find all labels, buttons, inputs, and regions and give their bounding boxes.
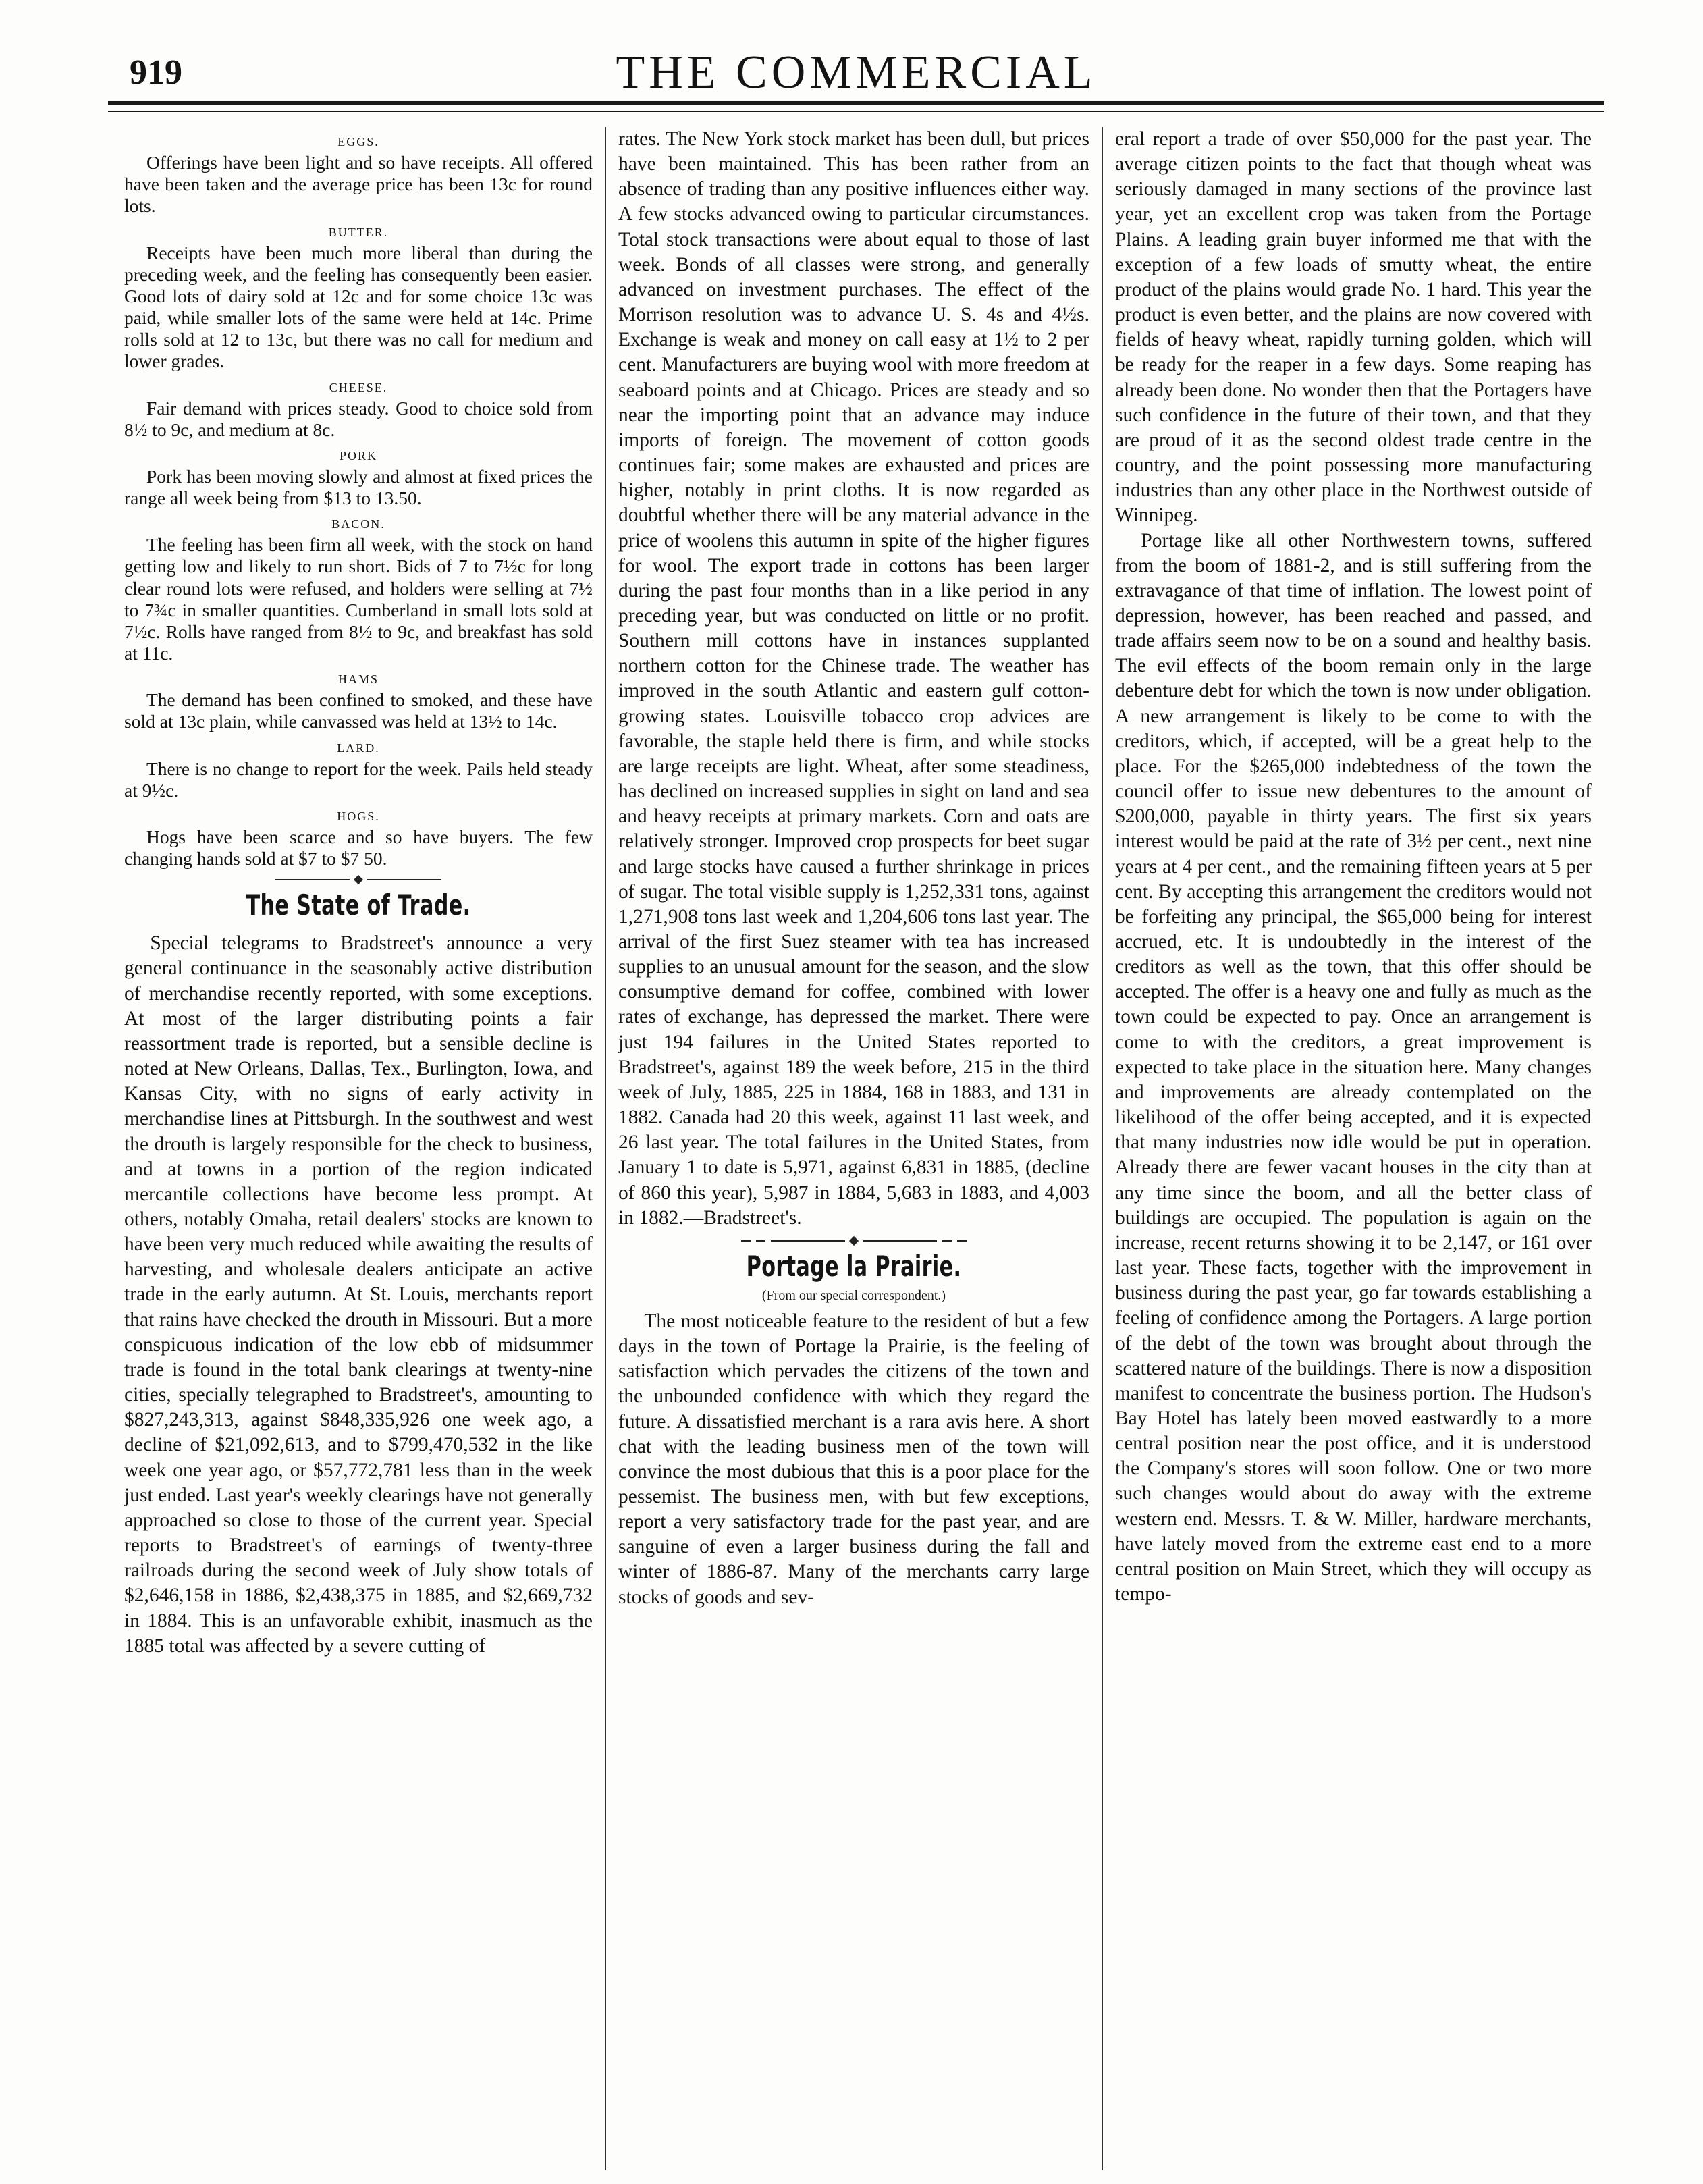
market-heading-eggs: EGGS. xyxy=(337,135,379,149)
column-1 xyxy=(108,127,605,2170)
portage-paragraph-2: Portage like all other Northwestern towns, suffered from the boom of 1881-2, and is still suffering from the extravagance of that time of inflation. The lowest point of depression, however, has been reached and passed, and trade affairs seem now to be on a sound and healthy basis. The evil effects of the boom remain only in the large debenture debt for which the town is now under obligation. A new arrangement is likely to be come to with the creditors, which, if accepted, will be a great help to the place. For the $265,000 indebtedness of the town the council offer to issue new debentures to the amount of $200,000, payable in thirty years. The first six years interest would be paid at the rate of 3½ per cent., next nine years at 4 per cent., and the remaining fifteen years at 5 per cent. By accepting this arrangement the creditors would not be forfeiting any principal, the $65,000 being for interest accrued, etc. It is undoubtedly in the interest of the creditors as well as the town, that this offer should be accepted. The offer is a heavy one and fully as much as the town could be expected to pay. Once an arrangement is come to with the creditors, a great improvement is expected to take place in the situation here. Many changes and improvements are already contemplated on the likelihood of the offer being accepted, and it is expected that many industries now idle would be put in operation. Already there are fewer vacant houses in the city than at any time since the boom, and all the better class of buildings are occupied. The population is again on the increase, recent returns showing it to be 2,147, or 161 over last year. These facts, together with the improvement in business during the past year, go far towards establishing a feeling of confidence among the Portagers. A large portion of the debt of the town was brought about through the scattered nature of the buildings. There is now a disposition manifest to concentrate the business portion. The Hudson's Bay Hotel has lately been moved eastwardly to a more central position near the post office, and it is understood the Company's stores will soon follow. One or two more such changes would about do away with the extreme western end. Messrs. T. & W. Miller, hardware merchants, have lately moved from the extreme east end to a more central position on Main Street, which they will occupy as tempo- xyxy=(1115,529,1592,1605)
market-heading-cheese: CHEESE. xyxy=(329,380,388,394)
column-3 xyxy=(1102,127,1604,2170)
state-of-trade-continuation: rates. The New York stock market has been dull, but prices have been maintained. This has been rather from an absence of trading than any positive influences either way. A few stocks advanced owing to particular circumstances. Total stock transactions were about equal to those of last week. Bonds of all classes were strong, and generally advanced on investment purchases. The effect of the Morrison resolution was to advance U. S. 4s and 4½s. Exchange is weak and money on call easy at 1½ to 2 per cent. Manufacturers are buying wool with more freedom at seaboard points and at Chicago. Prices are steady and so near the importing point that an advance may induce imports of foreign. The movement of cotton goods continues fair; some makes are exhausted and prices are higher, notably in print cloths. It is now regarded as doubtful whether there will be any material advance in the price of woolens this autumn in spite of the higher figures for wool. The export trade in cottons has been larger during the past four months than in a like period in any preceding year, but was conducted on little or no profit. Southern mill cottons have in instances supplanted northern cotton for the Chinese trade. The weather has improved in the south Atlantic and eastern gulf cotton-growing states. Louisville tobacco crop advices are favorable, the staple held there is firm, and while stocks are large receipts are light. Wheat, after some steadiness, has declined on increased supplies in sight on land and sea and heavy receipts at primary markets. Corn and oats are relatively stronger. Improved crop prospects for beet sugar and large stocks have caused a further shrinkage in prices of sugar. The total visible supply is 1,252,331 tons, against 1,271,908 tons last week and 1,204,606 tons last year. The arrival of the first Suez steamer with tea has increased supplies to an unusual amount for the season, and the slow consumptive demand for coffee, combined with lower rates of exchange, has depressed the market. There were just 194 failures in the United States reported to Bradstreet's, against 189 the week before, 215 in the third week of July, 1885, 225 in 1884, 168 in 1883, and 131 in 1882. Canada had 20 this week, against 11 last week, and 26 last year. The total failures in the United States, from January 1 to date is 5,971, against 6,831 in 1885, (decline of 860 this year), 5,987 in 1884, 5,683 in 1883, and 4,003 in 1882.—Bradstreet's. xyxy=(618,128,1089,1229)
page-number: 919 xyxy=(130,53,182,92)
headline-portage-la-prairie: Portage la Prairie. xyxy=(746,1249,962,1283)
market-heading-bacon: BACON. xyxy=(331,517,385,531)
portage-paragraph-start: The most noticeable feature to the resident of but a few days in the town of Portage la Prairie, is the feeling of satisfaction which pervades the citizens of the town and the unbounded confidence with which they regard the future. A dissatisfied merchant is a rara avis here. A short chat with the leading business men of the town will convince the most dubious that this is a poor place for the pessemist. The business men, with but few exceptions, report a very satisfactory trade for the past year, and are sanguine of even a larger business during the fall and winter of 1886-87. Many of the merchants carry large stocks of goods and sev- xyxy=(618,1310,1089,1608)
market-text-cheese: Fair demand with prices steady. Good to choice sold from 8½ to 9c, and medium at 8c. xyxy=(124,397,593,440)
byline: (From our special correspondent.) xyxy=(761,1287,946,1303)
market-text-lard: There is no change to report for the week. Pails held steady at 9½c. xyxy=(124,757,593,801)
market-heading-lard: LARD. xyxy=(337,741,380,755)
market-text-hogs: Hogs have been scarce and so have buyers. The few changing hands sold at $7 to $7 50. xyxy=(124,826,593,870)
market-heading-hogs: HOGS. xyxy=(337,809,380,823)
market-heading-pork: PORK xyxy=(339,448,377,462)
masthead-rule-thin xyxy=(108,111,1604,112)
market-report xyxy=(124,135,593,870)
section-divider xyxy=(124,876,593,883)
column-2 xyxy=(605,127,1102,2170)
market-text-bacon: The feeling has been firm all week, with the stock on hand getting low and likely to run short. Bids of 7 to 7½c for long clear round lots were refused, and holders were selling at 7½ to 7¾c in smaller quantities. Cumberland in small lots sold at 7½c. Rolls have ranged from 8½ to 9c, and breakfast has sold at 11c. xyxy=(124,534,593,664)
market-text-pork: Pork has been moving slowly and almost at fixed prices the range all week being from $13 to 13.50. xyxy=(124,465,593,509)
market-heading-hams: HAMS xyxy=(337,672,379,687)
market-text-eggs: Offerings have been light and so have receipts. All offered have been taken and the average price has been 13c for round lots. xyxy=(124,152,593,217)
market-heading-butter: BUTTER. xyxy=(328,225,389,239)
section-divider xyxy=(618,1237,1089,1244)
portage-paragraph-1: eral report a trade of over $50,000 for the past year. The average citizen points to the fact that though wheat was seriously damaged in many sections of the province last year, yet an excellent crop was taken from the Portage Plains. A leading grain buyer informed me that with the exception of a few loads of smutty wheat, the entire product of the plains would grade No. 1 hard. This year the product is even better, and the plains are now covered with fields of heavy wheat, rapidly turning golden, which will be ready for the reaper in a few days. Some reaping has already been done. No wonder then that the Portagers have such confidence in the future of their town, and that they are proud of it as the second oldest trade centre in the country, and the point possessing more manufacturing industries than any other place in the Northwest outside of Winnipeg. xyxy=(1115,128,1592,527)
headline-state-of-trade: The State of Trade. xyxy=(246,888,471,922)
market-text-hams: The demand has been confined to smoked, and these have sold at 13c plain, while canvassed was held at 13½ to 14c. xyxy=(124,689,593,733)
market-text-butter: Receipts have been much more liberal than during the preceding week, and the feeling has consequently been easier. Good lots of dairy sold at 12c and for some choice 13c was paid, while smaller lots of the same were held at 14c. Prime rolls sold at 12 to 13c, but there was no call for medium and lower grades. xyxy=(124,242,593,372)
masthead-rule-thick xyxy=(108,101,1604,105)
state-of-trade-paragraph: Special telegrams to Bradstreet's announce a very general continuance in the seasonably active distribution of merchandise recently reported, with some exceptions. At most of the larger distributing points a fair reassortment trade is reported, but a sensible decline is noted at New Orleans, Dallas, Tex., Burlington, Iowa, and Kansas City, with no signs of early activity in merchandise lines at Pittsburgh. In the southwest and west the drouth is largely responsible for the check to business, and at towns in a portion of the region indicated mercantile collections have become less prompt. At others, notably Omaha, retail dealers' stocks are known to have been very much reduced while awaiting the results of harvesting, and wholesale dealers anticipate an active trade in the early autumn. At St. Louis, merchants report that rains have checked the drouth in Missouri. But a more conspicuous indication of the low ebb of midsummer trade is found in the total bank clearings at twenty-nine cities, specially telegraphed to Bradstreet's, amounting to $827,243,313, against $848,335,926 one week ago, a decline of $21,092,613, and to $799,470,532 in the like week one year ago, or $57,772,781 less than in the week just ended. Last year's weekly clearings have not generally approached so close to those of the current year. Special reports to Bradstreet's of earnings of twenty-three railroads during the second week of July show totals of $2,646,158 in 1886, $2,438,375 in 1885, and $2,669,732 in 1884. This is an unfavorable exhibit, inasmuch as the 1885 total was affected by a severe cutting of xyxy=(124,932,593,1657)
paper-title: THE COMMERCIAL xyxy=(616,47,1097,99)
columns xyxy=(108,127,1604,2170)
